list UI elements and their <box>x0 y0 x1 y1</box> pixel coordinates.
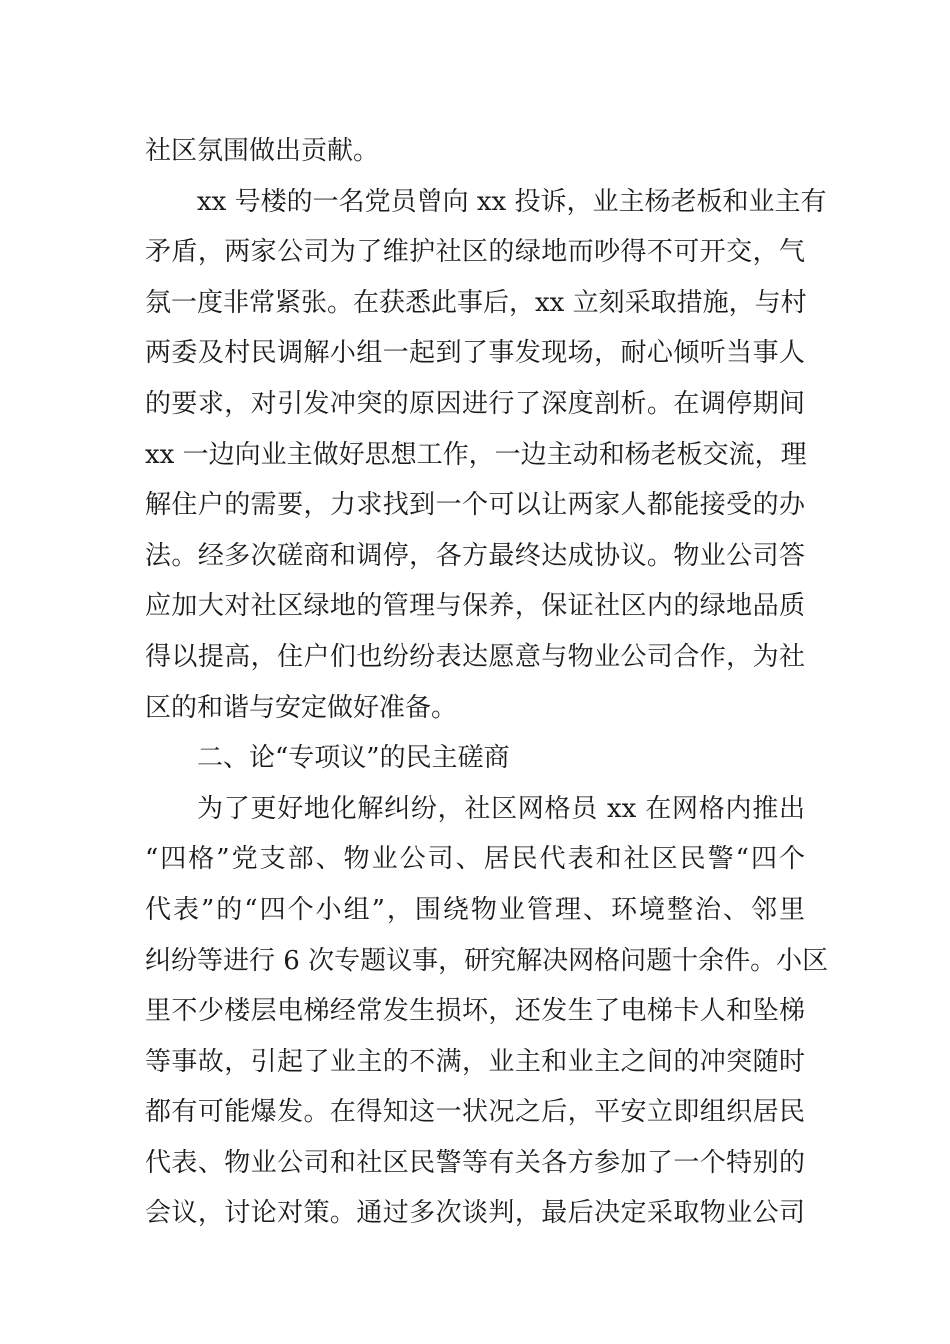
text-line: 区的和谐与安定做好准备。 <box>145 692 458 723</box>
text-line: 都有可能爆发。在得知这一状况之后，平安立即组织居民 <box>145 1097 805 1128</box>
text-line: 得以提高，住户们也纷纷表达愿意与物业公司合作，为社 <box>145 641 805 672</box>
section-heading: 二、论“专项议”的民主磋商 <box>197 743 510 774</box>
text-line: 的要求，对引发冲突的原因进行了深度剖析。在调停期间 <box>145 388 805 419</box>
text-line: 纠纷等进行 6 次专题议事，研究解决网格问题十余件。小区 <box>145 945 829 976</box>
text-line: 氛一度非常紧张。在获悉此事后，xx 立刻采取措施，与村 <box>145 287 807 318</box>
text-line: 应加大对社区绿地的管理与保养，保证社区内的绿地品质 <box>145 591 805 622</box>
text-line: 矛盾，两家公司为了维护社区的绿地而吵得不可开交，气 <box>145 237 805 268</box>
text-line: 为了更好地化解纠纷，社区网格员 xx 在网格内推出 <box>197 793 805 824</box>
text-line: 法。经多次磋商和调停，各方最终达成协议。物业公司答 <box>145 540 805 571</box>
text-line: 解住户的需要，力求找到一个可以让两家人都能接受的办 <box>145 490 805 521</box>
text-line: xx 号楼的一名党员曾向 xx 投诉，业主杨老板和业主有 <box>197 186 827 217</box>
text-line: 代表、物业公司和社区民警等有关各方参加了一个特别的 <box>145 1147 805 1178</box>
text-line: 社区氛围做出贡献。 <box>145 136 380 166</box>
text-line: 里不少楼层电梯经常发生损坏，还发生了电梯卡人和坠梯 <box>145 996 805 1027</box>
text-line: “四格”党支部、物业公司、居民代表和社区民警“四个 <box>145 844 805 875</box>
body-text <box>145 126 829 1239</box>
text-line: 两委及村民调解小组一起到了事发现场，耐心倾听当事人 <box>145 338 805 369</box>
text-line: xx 一边向业主做好思想工作，一边主动和杨老板交流，理 <box>145 439 807 470</box>
text-line: 等事故，引起了业主的不满，业主和业主之间的冲突随时 <box>145 1046 805 1077</box>
text-line: 代表”的“四个小组”，围绕物业管理、环境整治、邻里 <box>145 894 805 925</box>
text-line: 会议，讨论对策。通过多次谈判，最后决定采取物业公司 <box>145 1198 805 1229</box>
